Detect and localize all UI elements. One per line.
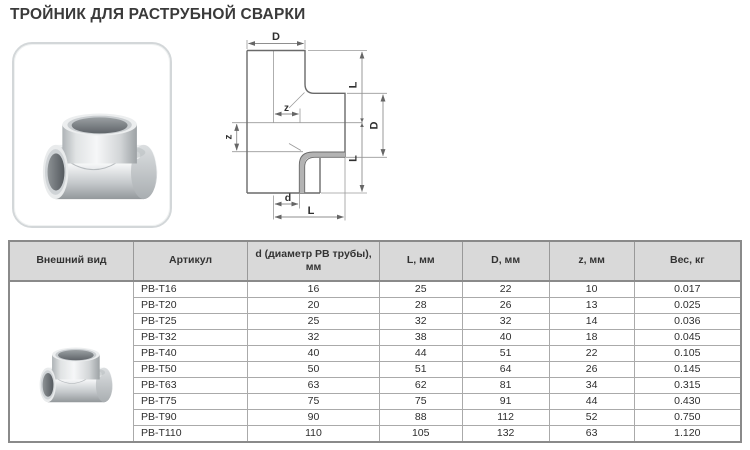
value-cell: 26 [549,362,634,378]
col-header-appearance: Внешний вид [9,241,133,281]
value-cell: 88 [379,410,462,426]
value-cell: 75 [379,394,462,410]
article-cell: РВ-Т63 [133,378,247,394]
value-cell: 25 [248,314,380,330]
value-cell: 110 [248,426,380,443]
value-cell: 63 [549,426,634,443]
insert-band [299,152,345,193]
value-cell: 40 [248,346,380,362]
value-cell: 52 [549,410,634,426]
value-cell: 51 [462,346,549,362]
dim-label-d-bottom: d [284,192,292,204]
page-title: ТРОЙНИК ДЛЯ РАСТРУБНОЙ СВАРКИ [10,6,306,23]
value-cell: 14 [549,314,634,330]
value-cell: 40 [462,330,549,346]
value-cell: 0.145 [634,362,741,378]
dimension-lines [237,44,383,218]
value-cell: 0.750 [634,410,741,426]
article-cell: РВ-Т16 [133,281,247,298]
value-cell: 63 [248,378,380,394]
value-cell: 22 [549,346,634,362]
value-cell: 22 [462,281,549,298]
value-cell: 75 [248,394,380,410]
value-cell: 32 [248,330,380,346]
value-cell: 0.430 [634,394,741,410]
value-cell: 0.025 [634,298,741,314]
value-cell: 25 [379,281,462,298]
product-photo-card [12,42,172,228]
value-cell: 0.036 [634,314,741,330]
fitting-outline [247,51,345,194]
technical-drawing [205,28,420,243]
value-cell: 32 [462,314,549,330]
article-cell: РВ-Т110 [133,426,247,443]
value-cell: 38 [379,330,462,346]
value-cell: 10 [549,281,634,298]
product-photo [20,52,164,214]
article-cell: РВ-Т90 [133,410,247,426]
dim-label-L-lower: L [347,155,360,162]
article-cell: РВ-Т20 [133,298,247,314]
value-cell: 26 [462,298,549,314]
value-cell: 44 [379,346,462,362]
col-header-L: L, мм [379,241,462,281]
value-cell: 0.017 [634,281,741,298]
value-cell: 81 [462,378,549,394]
col-header-article: Артикул [133,241,247,281]
value-cell: 105 [379,426,462,443]
dim-label-L-bottom: L [307,205,315,217]
value-cell: 51 [379,362,462,378]
value-cell: 34 [549,378,634,394]
dim-label-L-upper: L [347,81,360,89]
value-cell: 44 [549,394,634,410]
value-cell: 0.105 [634,346,741,362]
article-cell: РВ-Т75 [133,394,247,410]
col-header-D: D, мм [462,241,549,281]
value-cell: 62 [379,378,462,394]
col-header-diameter: d (диаметр РВ трубы), мм [248,241,380,281]
col-header-z: z, мм [549,241,634,281]
value-cell: 18 [549,330,634,346]
product-thumbnail [25,308,117,412]
article-cell: РВ-Т25 [133,314,247,330]
value-cell: 32 [379,314,462,330]
value-cell: 28 [379,298,462,314]
value-cell: 64 [462,362,549,378]
article-cell: РВ-Т50 [133,362,247,378]
product-thumbnail-cell [9,281,133,442]
value-cell: 1.120 [634,426,741,443]
spec-table [8,240,742,443]
dim-label-z-top: z [284,103,289,114]
value-cell: 0.045 [634,330,741,346]
value-cell: 132 [462,426,549,443]
value-cell: 91 [462,394,549,410]
value-cell: 20 [248,298,380,314]
table-row [9,281,741,298]
dim-label-z-left: z [223,134,235,140]
table-header-row [9,241,741,281]
dim-label-D-top: D [272,31,280,43]
value-cell: 50 [248,362,380,378]
value-cell: 13 [549,298,634,314]
dim-label-D-right: D [368,121,381,130]
value-cell: 16 [248,281,380,298]
article-cell: РВ-Т40 [133,346,247,362]
value-cell: 90 [248,410,380,426]
col-header-weight: Вес, кг [634,241,741,281]
value-cell: 112 [462,410,549,426]
article-cell: РВ-Т32 [133,330,247,346]
value-cell: 0.315 [634,378,741,394]
